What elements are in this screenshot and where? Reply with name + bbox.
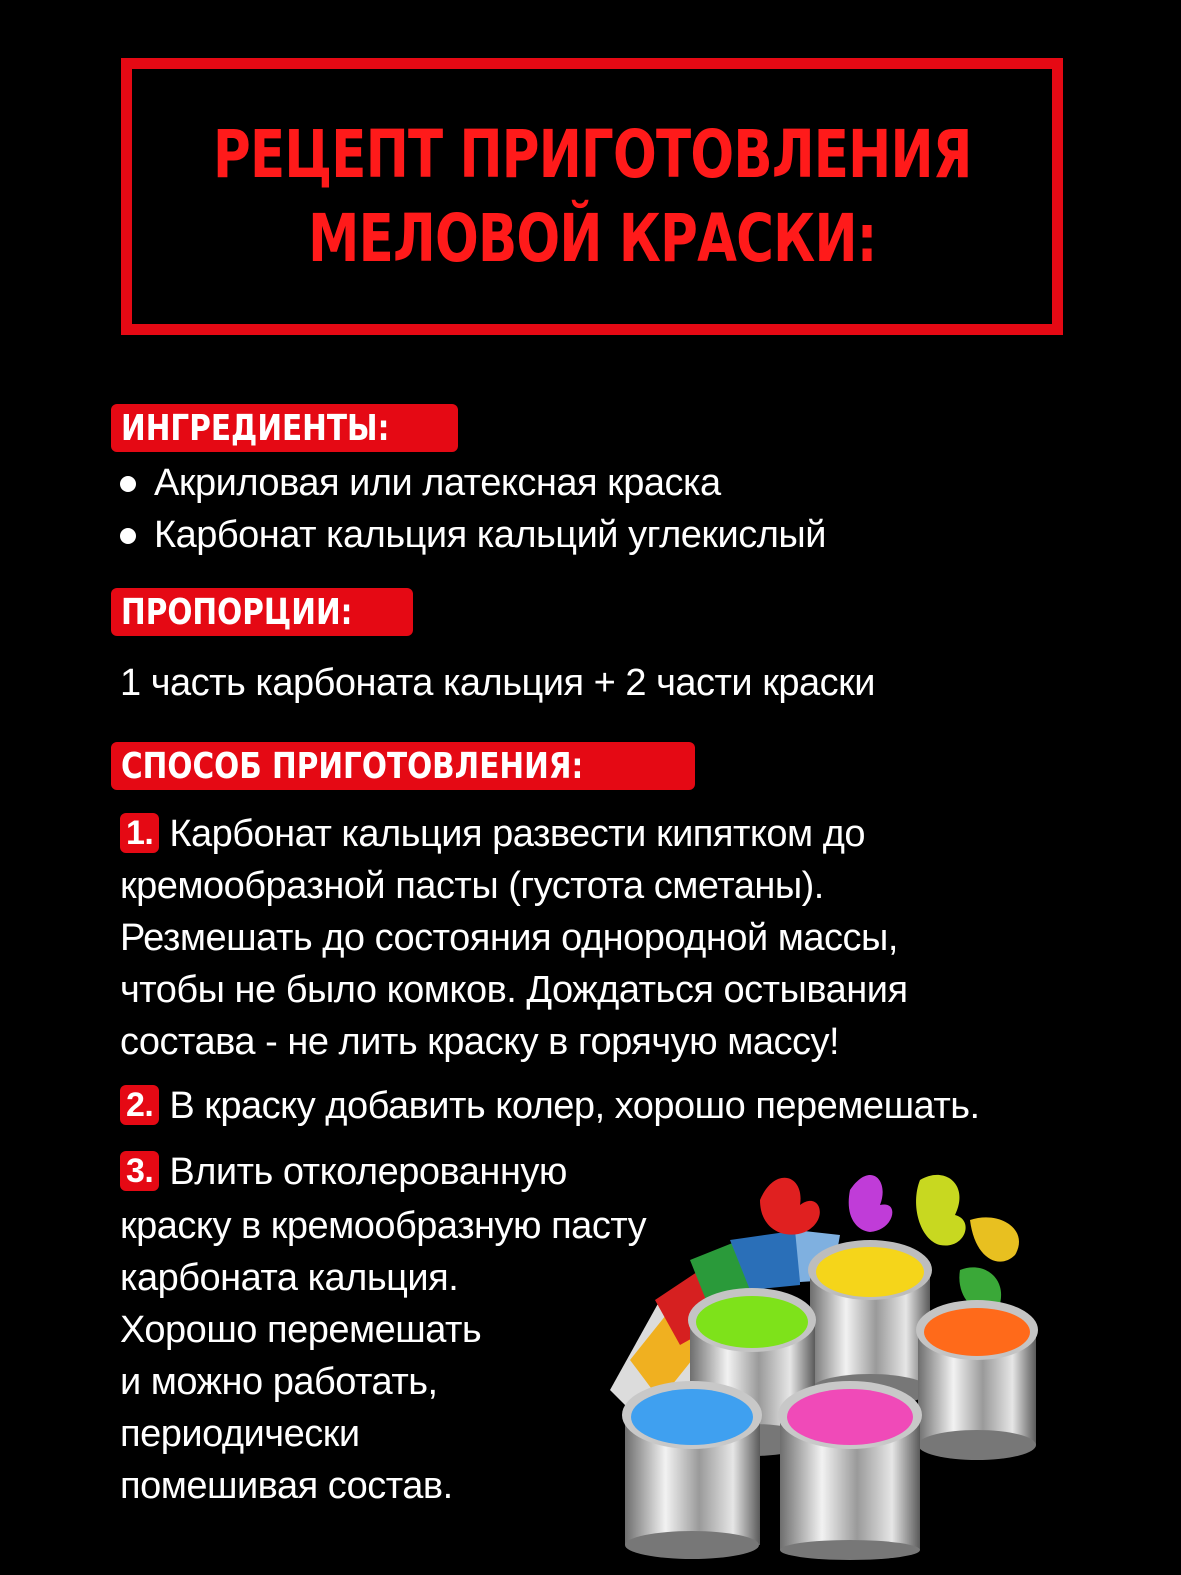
ingredient-item-text: Акриловая или латексная краска bbox=[154, 462, 721, 504]
step-number-badge: 1. bbox=[120, 813, 159, 853]
step-2-text: В краску добавить колер, хорошо перемешать. bbox=[169, 1085, 980, 1127]
proportions-heading: ПРОПОРЦИИ: bbox=[121, 591, 353, 633]
step-3-text: Влить отколерованную bbox=[169, 1151, 567, 1193]
paint-can-blue bbox=[622, 1381, 762, 1559]
title-line-2: МЕЛОВОЙ КРАСКИ: bbox=[307, 199, 877, 277]
step-3-line: помешивая состав. bbox=[120, 1465, 453, 1507]
step-3-line bbox=[120, 1146, 567, 1198]
paint-cans-icon bbox=[600, 1160, 1050, 1560]
step-3-line: краску в кремообразную пасту bbox=[120, 1205, 647, 1247]
step-number-badge: 2. bbox=[120, 1085, 159, 1125]
paint-can-pink bbox=[778, 1381, 922, 1560]
bullet-icon bbox=[120, 528, 136, 544]
method-heading: СПОСОБ ПРИГОТОВЛЕНИЯ: bbox=[121, 745, 584, 787]
ingredient-item-text: Карбонат кальция кальций углекислый bbox=[154, 514, 826, 556]
step-1-line: состава - не лить краску в горячую массу! bbox=[120, 1021, 840, 1063]
step-1-line: кремообразной пасты (густота сметаны). bbox=[120, 865, 824, 907]
paint-can-yellow bbox=[808, 1240, 932, 1406]
method-heading-badge bbox=[111, 742, 695, 790]
title-line-1: РЕЦЕПТ ПРИГОТОВЛЕНИЯ bbox=[212, 115, 972, 193]
step-3-line: и можно работать, bbox=[120, 1361, 438, 1403]
paint-can-orange bbox=[916, 1300, 1038, 1460]
ingredients-heading: ИНГРЕДИЕНТЫ: bbox=[121, 407, 390, 449]
title-box bbox=[121, 58, 1063, 335]
bullet-icon bbox=[120, 476, 136, 492]
proportions-heading-badge bbox=[111, 588, 413, 636]
ingredients-heading-badge bbox=[111, 404, 458, 452]
step-number-badge: 3. bbox=[120, 1151, 159, 1191]
step-1-line bbox=[120, 808, 865, 860]
ingredient-item bbox=[120, 462, 721, 505]
step-1-line: чтобы не было комков. Дождаться остывания bbox=[120, 969, 908, 1011]
step-3-line: Хорошо перемешать bbox=[120, 1309, 482, 1351]
proportions-text: 1 часть карбоната кальция + 2 части краски bbox=[120, 662, 875, 704]
ingredient-item bbox=[120, 514, 826, 557]
step-3-line: карбоната кальция. bbox=[120, 1257, 459, 1299]
step-1-line: Резмешать до состояния однородной массы, bbox=[120, 917, 898, 959]
step-3-line: периодически bbox=[120, 1413, 360, 1455]
step-2-line bbox=[120, 1080, 980, 1132]
step-1-text: Карбонат кальция развести кипятком до bbox=[169, 813, 866, 855]
